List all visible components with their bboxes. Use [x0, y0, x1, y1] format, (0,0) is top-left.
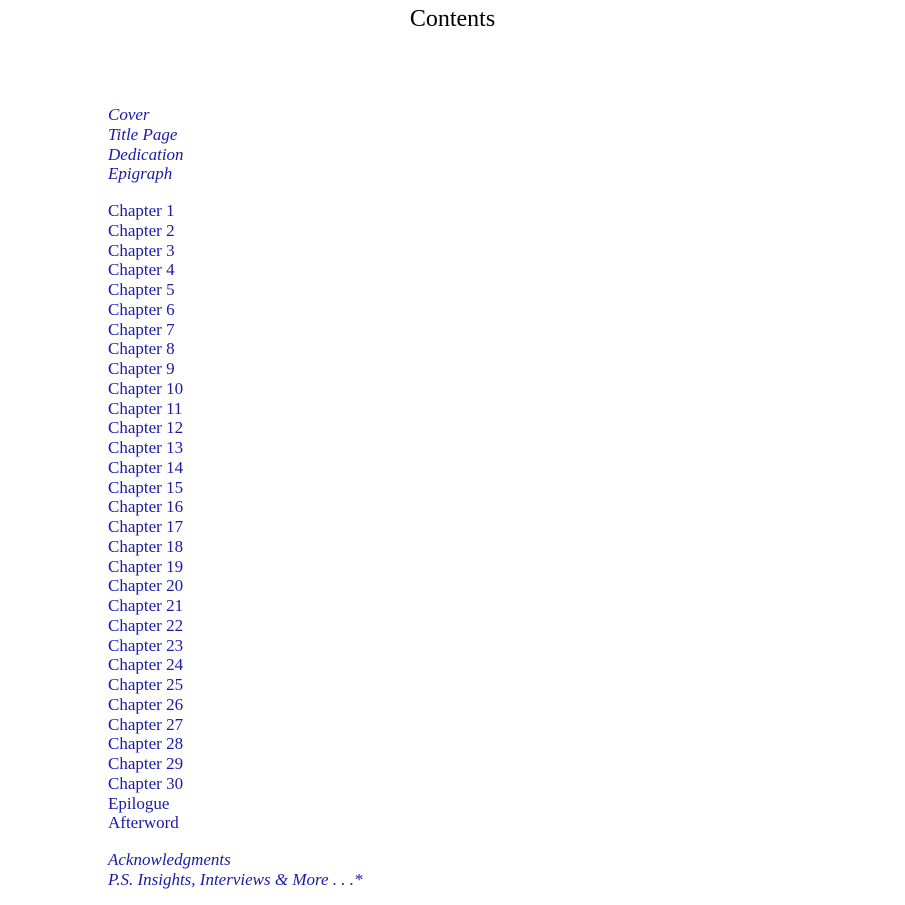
- toc-link-chapter-6[interactable]: Chapter 6: [108, 299, 175, 319]
- list-item: [108, 359, 363, 379]
- page-title: Contents: [409, 6, 496, 32]
- list-item: [108, 813, 363, 833]
- toc-link-chapter-24[interactable]: Chapter 24: [108, 655, 184, 675]
- list-item: [108, 438, 363, 458]
- list-item: [108, 596, 363, 616]
- toc-link-chapter-1[interactable]: Chapter 1: [108, 201, 175, 220]
- back-matter-list: [108, 850, 363, 890]
- list-item: [108, 517, 363, 537]
- list-item: [108, 418, 363, 438]
- list-item: [108, 774, 363, 794]
- toc-link-chapter-14[interactable]: Chapter 14: [108, 457, 184, 477]
- toc-link-chapter-27[interactable]: Chapter 27: [108, 714, 184, 734]
- toc-link-chapter-15[interactable]: Chapter 15: [108, 477, 184, 497]
- toc-link-chapter-9[interactable]: Chapter 9: [108, 359, 175, 378]
- toc-link-chapter-8[interactable]: Chapter 8: [108, 339, 175, 359]
- table-of-contents: [108, 105, 363, 890]
- toc-link-chapter-22[interactable]: Chapter 22: [108, 615, 184, 635]
- toc-link-chapter-29[interactable]: Chapter 29: [108, 754, 184, 773]
- list-item: [108, 280, 363, 300]
- toc-link-acknowledgments[interactable]: Acknowledgments: [108, 850, 231, 869]
- list-item: [108, 715, 363, 735]
- list-item: [108, 320, 363, 340]
- toc-link-chapter-28[interactable]: Chapter 28: [108, 734, 184, 754]
- list-item: [108, 870, 363, 890]
- toc-link-chapter-11[interactable]: Chapter 11: [108, 398, 183, 418]
- toc-link-p-s-insights-interviews-more[interactable]: P.S. Insights, Interviews & More . . .*: [108, 869, 363, 889]
- list-item: [108, 260, 363, 280]
- list-item: [108, 794, 363, 814]
- toc-link-afterword[interactable]: Afterword: [108, 813, 179, 833]
- toc-link-chapter-10[interactable]: Chapter 10: [108, 378, 184, 398]
- toc-link-chapter-18[interactable]: Chapter 18: [108, 536, 184, 556]
- list-item: [108, 241, 363, 261]
- toc-link-title-page[interactable]: Title Page: [108, 124, 178, 144]
- list-item: [108, 339, 363, 359]
- list-item: [108, 458, 363, 478]
- list-item: [108, 576, 363, 596]
- list-item: [108, 201, 363, 221]
- list-item: [108, 557, 363, 577]
- list-item: [108, 379, 363, 399]
- toc-link-epigraph[interactable]: Epigraph: [108, 164, 173, 184]
- toc-link-chapter-30[interactable]: Chapter 30: [108, 773, 184, 793]
- list-item: [108, 675, 363, 695]
- toc-link-chapter-4[interactable]: Chapter 4: [108, 260, 175, 280]
- toc-link-chapter-12[interactable]: Chapter 12: [108, 418, 184, 438]
- list-item: [108, 695, 363, 715]
- toc-link-dedication[interactable]: Dedication: [108, 144, 184, 164]
- list-item: [108, 105, 363, 125]
- toc-link-cover[interactable]: Cover: [108, 105, 150, 124]
- list-item: [108, 850, 363, 870]
- list-item: [108, 221, 363, 241]
- list-item: [108, 537, 363, 557]
- toc-link-chapter-17[interactable]: Chapter 17: [108, 517, 184, 536]
- list-item: [108, 164, 363, 184]
- list-item: [108, 497, 363, 517]
- list-item: [108, 145, 363, 165]
- list-item: [108, 734, 363, 754]
- toc-link-chapter-3[interactable]: Chapter 3: [108, 240, 175, 260]
- front-matter-list: [108, 105, 363, 184]
- toc-link-epilogue[interactable]: Epilogue: [108, 793, 170, 813]
- toc-link-chapter-5[interactable]: Chapter 5: [108, 280, 175, 299]
- toc-link-chapter-23[interactable]: Chapter 23: [108, 635, 184, 655]
- list-item: [108, 125, 363, 145]
- toc-link-chapter-2[interactable]: Chapter 2: [108, 220, 175, 240]
- toc-link-chapter-26[interactable]: Chapter 26: [108, 694, 184, 714]
- toc-link-chapter-16[interactable]: Chapter 16: [108, 497, 184, 517]
- list-item: [108, 636, 363, 656]
- chapter-list: [108, 201, 363, 833]
- list-item: [108, 655, 363, 675]
- toc-link-chapter-13[interactable]: Chapter 13: [108, 438, 184, 457]
- toc-link-chapter-21[interactable]: Chapter 21: [108, 596, 184, 615]
- toc-link-chapter-19[interactable]: Chapter 19: [108, 556, 184, 576]
- list-item: [108, 399, 363, 419]
- toc-link-chapter-7[interactable]: Chapter 7: [108, 319, 175, 339]
- toc-link-chapter-20[interactable]: Chapter 20: [108, 576, 184, 596]
- list-item: [108, 300, 363, 320]
- list-item: [108, 616, 363, 636]
- toc-link-chapter-25[interactable]: Chapter 25: [108, 675, 184, 694]
- list-item: [108, 754, 363, 774]
- list-item: [108, 478, 363, 498]
